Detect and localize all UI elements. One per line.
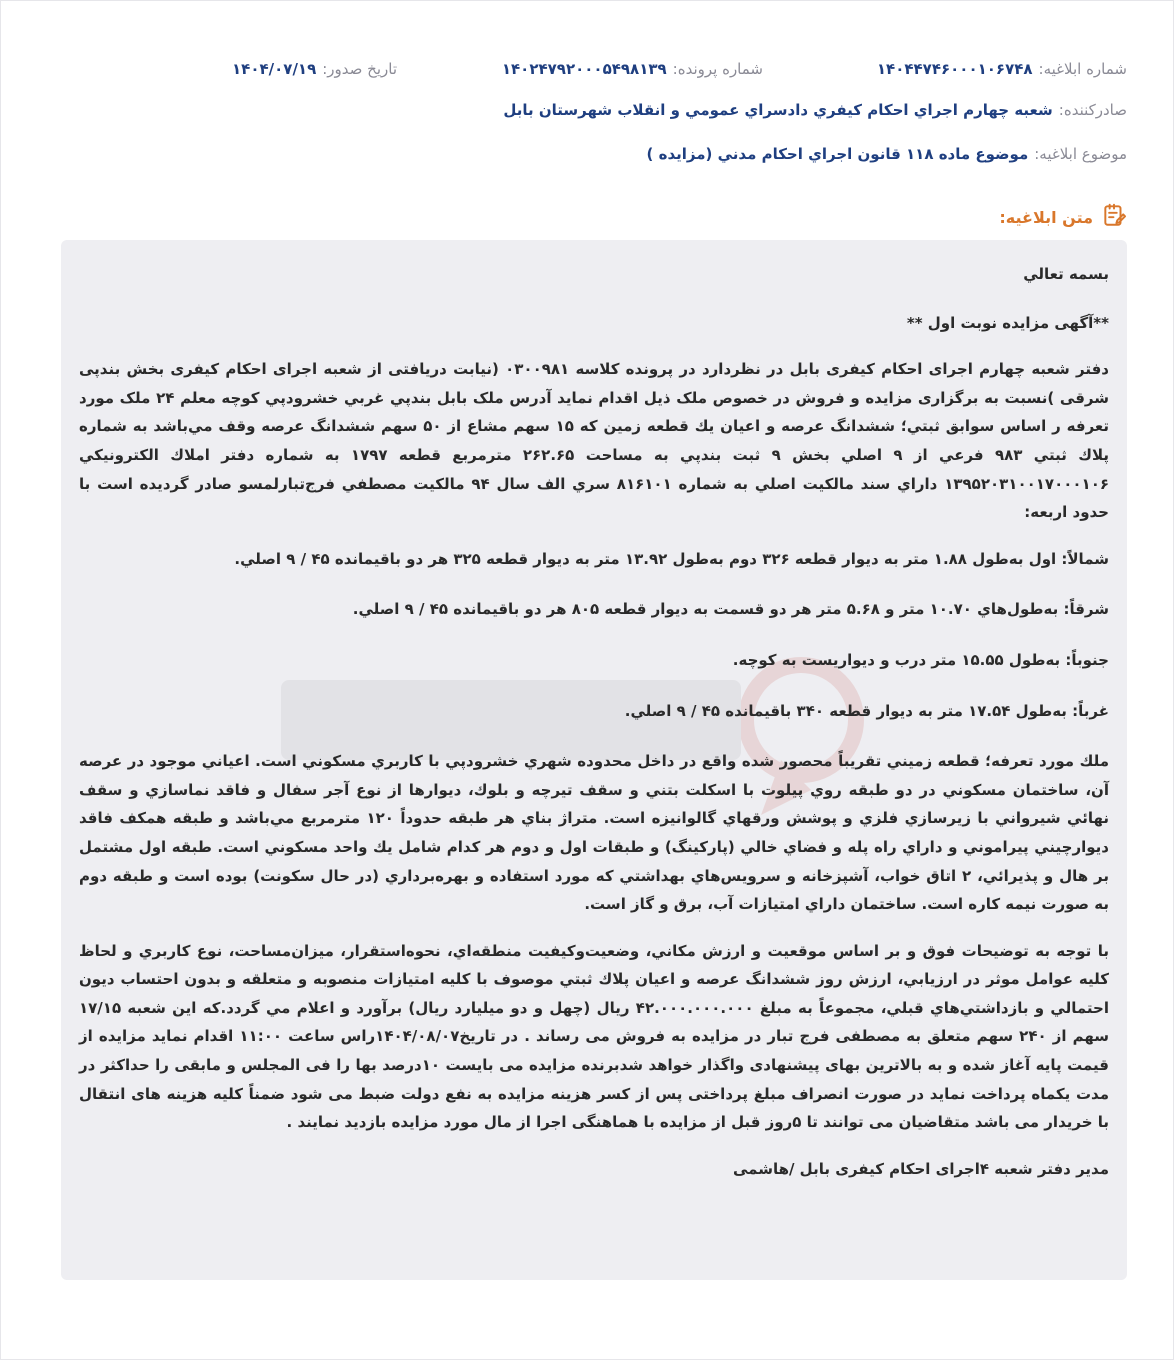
boundary-east: شرقاً: به‌طول‌هاي ۱۰.۷۰ متر و ۵.۶۸ متر هر دو قسمت به ديوار قطعه ۸۰۵ هر دو باقيمانده ۴۵ / ۹ اصلي. [352,600,1109,619]
subject: موضوع ماده ۱۱۸ قانون اجراي احکام مدني (مزايده ) [646,145,1029,163]
case-number-item [502,59,763,79]
notice-number-label: شماره ابلاغيه: [1038,60,1127,78]
notice-number: ۱۴۰۴۴۷۴۶۰۰۰۱۰۶۷۴۸ [876,60,1033,78]
boundary-west: غرباً: به‌طول ۱۷.۵۴ متر به ديوار قطعه ۳۴۰ باقيمانده ۴۵ / ۹ اصلي. [624,701,1109,720]
case-number-label: شماره پرونده: [672,60,763,78]
issuer-label: صادرکننده: [1058,101,1127,119]
boundary-south: جنوباً: به‌طول ۱۵.۵۵ متر درب و ديواريست به كوچه. [732,650,1109,669]
issuer: شعبه چهارم اجراي احکام کيفري دادسراي عمومي و انقلاب شهرستان بابل [503,101,1053,119]
main-paragraph: دفتر شعبه چهارم اجرای احکام کیفری بابل در نظردارد در پرونده کلاسه ۰۳۰۰۹۸۱ (نیابت دریافتی از شعبه اجرای احکام کیفری بخش بندپی شرقی )نسبت به برگزاری مزایده و فروش در خصوص ملک ذیل اقدام نماید آدرس ملک بابل بندپي غربي خشرودپي کوچه معلم ۲۴ ملک مورد تعرفه ر اساس سوابق ثبتي؛ ششدانگ عرصه و اعيان يك قطعه زمين كه ۱۵ سهم مشاع از ۵۰ سهم ششدانگ عرصه وقف مي‌باشد به شماره پلاك ثبتي ۹۸۳ فرعي از ۹ اصلي بخش ۹ ثبت بندپي به مساحت ۲۶۲.۶۵ مترمربع قطعه ۱۷۹۷ به شماره دفتر املاك الكترونيكي ۱۳۹۵۲۰۳۱۰۰۱۷۰۰۰۱۰۶ داراي سند مالكيت اصلي به شماره ۸۱۶۱۰۱ سري الف سال ۹۴ مالكيت مصطفي فرج‌تبارلمسو صادر گرديده است با حدود اربعه: [79,360,1110,522]
issue-date-item [232,59,397,79]
notice-body [61,240,1127,1280]
subject-row [47,144,1127,164]
case-number: ۱۴۰۲۴۷۹۲۰۰۰۵۴۹۸۱۳۹ [501,60,667,78]
issuer-row [47,100,1127,120]
pricing-paragraph: با توجه به توضيحات فوق و بر اساس موقعيت و ارزش مكاني، وضعيت‌وكيفيت منطقه‌اي، نحوه‌استقرار، ميزان‌مساحت، نوع كاربري و لحاظ كليه عوامل موثر در ارزيابي، ارزش روز ششدانگ عرصه و اعيان پلاك ثبتي موصوف با كليه امتيازات منصوبه و متعلقه و بدون احتساب ديون احتمالي و بازداشتي‌هاي قبلي، مجموعاً به مبلغ ۴۲.۰۰۰.۰۰۰.۰۰۰ ريال (چهل و دو ميليارد ريال) برآورد و اعلام مي گردد.كه اين شعبه ۱۷/۱۵ سهم از ۲۴۰ سهم متعلق به مصطفی فرج تبار در مزایده به فروش می رساند . در تاریخ۱۴۰۴/۰۸/۰۷راس ساعت ۱۱:۰۰ اقدام نماید مزایده از قیمت پایه آغاز شده و به بالاترین بهای پیشنهادی واگذار خواهد شدبرنده مزایده می بایست ۱۰درصد بها را فی المجلس و مابقی را حداکثر در مدت یکماه پرداخت نماید در صورت انصراف مبلغ پرداختی پس از کسر هزینه مزایده به نفع دولت ضبط می شود ضمناً کلیه هزینه های انتقال با خریدار می باشد متقاضیان می توانند تا ۵روز قبل از مزایده با هماهنگی اجرا از مال مورد مزایده بازدید نمایند . [79,941,1109,1132]
boundary-north: شمالاً: اول به‌طول ۱.۸۸ متر به ديوار قطعه ۳۲۶ دوم به‌طول ۱۳.۹۲ متر به ديوار قطعه ۳۲۵ هر دو باقيمانده ۴۵ / ۹ اصلي. [234,549,1109,568]
section-title-text: متن ابلاغیه: [999,207,1093,227]
subject-label: موضوع ابلاغيه: [1034,145,1127,163]
section-title [999,202,1127,232]
auction-title: **آگهی مزایده نوبت اول ** [906,313,1109,332]
signature: مدیر دفتر شعبه ۴اجرای احکام کیفری بابل /هاشمی [732,1159,1109,1178]
property-description: ملك مورد تعرفه؛ قطعه زميني تقريباً محصور شده واقع در داخل محدوده شهري خشرودپي با كاربري مسكوني است. اعياني موجود در عرصه آن، ساختمان مسكوني در دو طبقه روي پيلوت با اسكلت بتني و سقف تيرچه و بلوك، ديوارها از نوع آجر سفال و فاقد نماسازي و سقف نهائي شيرواني با زيرسازي فلزي و پوشش ورقهاي گالوانيزه است. متراژ بناي هر طبقه حدوداً ۱۲۰ مترمربع مي‌باشد و طبقه همكف فاقد ديوارچيني پيراموني و داراي راه پله و فضاي خالي (پاركينگ) و طبقات اول و دوم هر كدام شامل يك واحد مسكوني است. طبقه اول مشتمل بر هال و پذيرائي، ۲ اتاق خواب، آشپزخانه و سرويس‌هاي بهداشتي كه مورد استفاده و بهره‌برداري (در حال سكونت) بوده است و طبقه دوم به صورت نيمه كاره است. ساختمان داراي امتيازات آب، برق و گاز است. [79,752,1109,914]
issue-date: ۱۴۰۴/۰۷/۱۹ [232,60,317,78]
notepad-icon [1101,202,1127,232]
issue-date-label: تاريخ صدور: [322,60,397,78]
greeting: بسمه تعالي [1023,265,1109,283]
notice-number-item [877,59,1127,79]
